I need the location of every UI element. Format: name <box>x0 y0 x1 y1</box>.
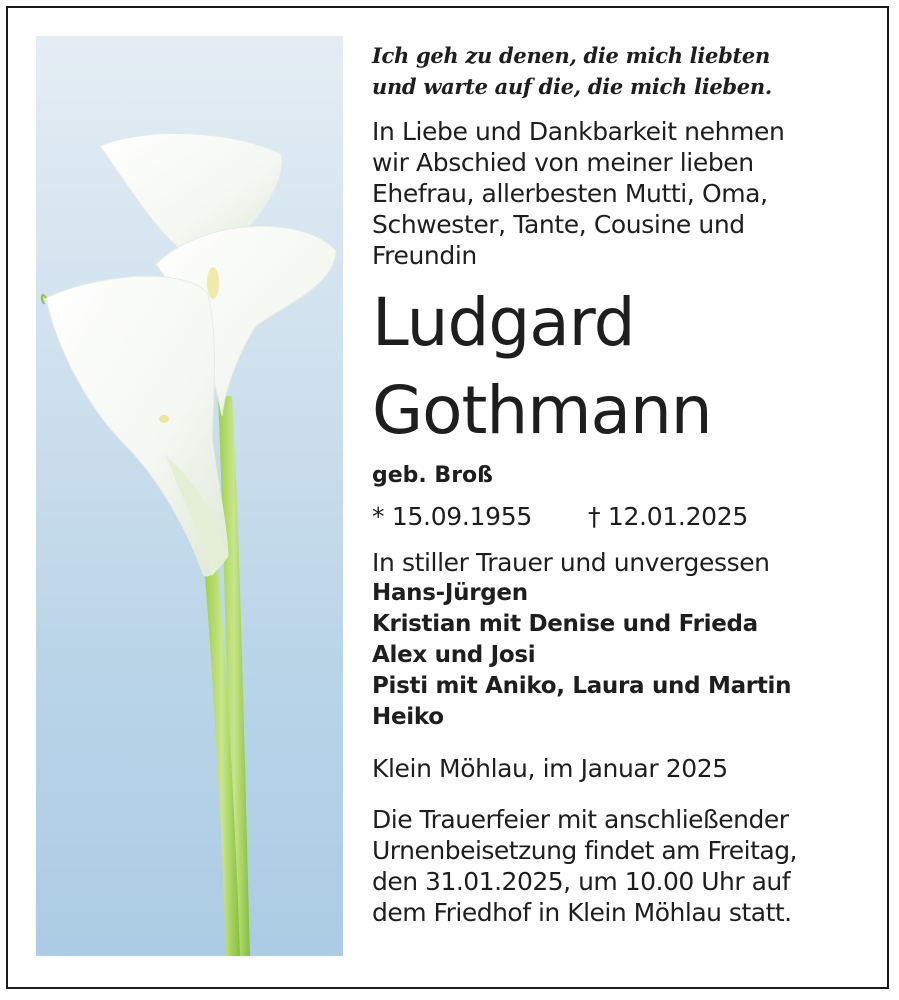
calla-lilies-photo <box>36 36 343 956</box>
deceased-name <box>372 279 872 455</box>
mourner: Heiko <box>372 704 444 730</box>
service-line: Urnenbeisetzung findet am Freitag, <box>372 836 798 865</box>
intro-line: Ehefrau, allerbesten Mutti, Oma, <box>372 179 768 208</box>
service-line: dem Friedhof in Klein Möhlau statt. <box>372 898 792 927</box>
intro-line: wir Abschied von meiner lieben <box>372 148 754 177</box>
mourner: Hans-Jürgen <box>372 580 528 606</box>
birth-date: * 15.09.1955 <box>372 502 532 531</box>
quote <box>372 40 872 102</box>
obituary-text <box>372 40 872 928</box>
quote-line: Ich geh zu denen, die mich liebten <box>372 43 770 68</box>
mourner: Kristian mit Denise und Frieda <box>372 611 758 637</box>
mourning-text: In stiller Trauer und unvergessen <box>372 548 770 577</box>
first-name: Ludgard <box>372 284 635 361</box>
place-date: Klein Möhlau, im Januar 2025 <box>372 754 728 783</box>
service-info <box>372 804 872 928</box>
quote-line: und warte auf die, die mich lieben. <box>372 74 772 99</box>
intro-line: Schwester, Tante, Cousine und <box>372 210 745 239</box>
service-line: den 31.01.2025, um 10.00 Uhr auf <box>372 867 791 896</box>
service-line: Die Trauerfeier mit anschließender <box>372 805 789 834</box>
death-date: † 12.01.2025 <box>588 502 748 531</box>
life-dates <box>372 501 872 533</box>
mourners-list <box>372 578 872 733</box>
mourner: Pisti mit Aniko, Laura und Martin <box>372 673 792 699</box>
birth-name: geb. Broß <box>372 463 493 488</box>
intro-text <box>372 116 872 271</box>
calla-lilies-illustration <box>36 36 343 956</box>
last-name: Gothmann <box>372 372 712 449</box>
mourner: Alex und Josi <box>372 642 536 668</box>
intro-line: Freundin <box>372 241 477 270</box>
intro-line: In Liebe und Dankbarkeit nehmen <box>372 117 785 146</box>
